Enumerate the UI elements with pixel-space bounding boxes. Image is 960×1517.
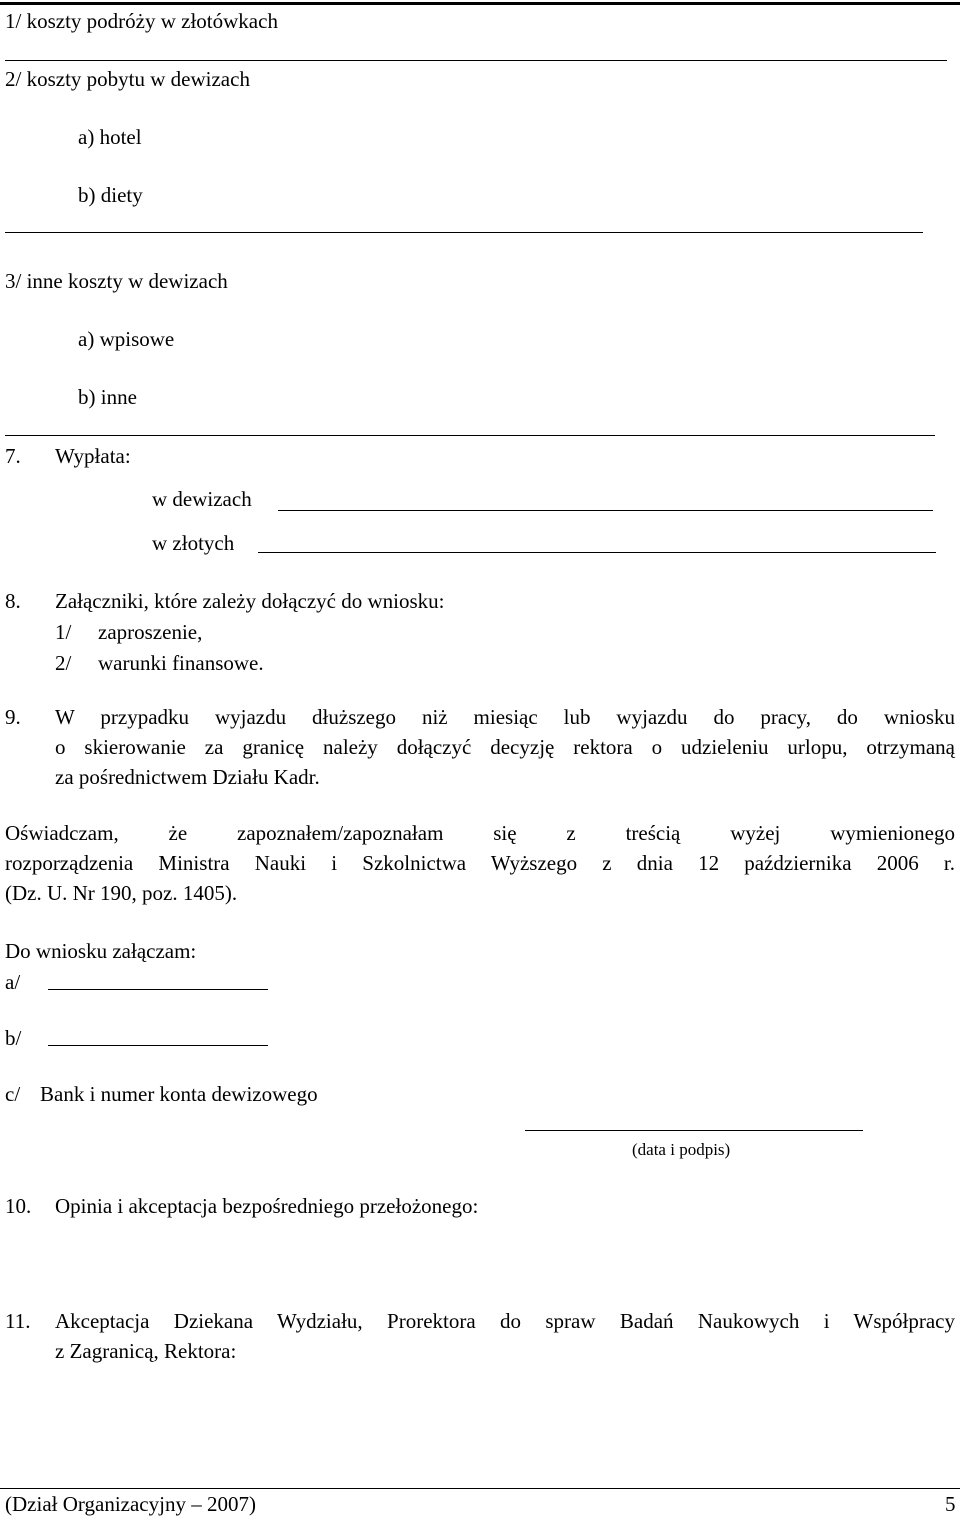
page-number: 5 bbox=[945, 1492, 956, 1516]
payout-number: 7. bbox=[5, 444, 21, 468]
point9-number: 9. bbox=[5, 705, 21, 729]
attachment-2-number: 2/ bbox=[55, 651, 72, 675]
enclosure-c-label: c/ bbox=[5, 1082, 21, 1106]
attachments-number: 8. bbox=[5, 589, 21, 613]
enclosure-b-label: b/ bbox=[5, 1026, 22, 1050]
fill-line-travel bbox=[5, 60, 947, 61]
diets-label: b) diety bbox=[78, 183, 143, 207]
fill-line-other bbox=[5, 435, 935, 436]
point11-line2: z Zagranicą, Rektora: bbox=[55, 1339, 237, 1363]
fill-line-stay bbox=[5, 232, 923, 233]
attachment-1-text: zaproszenie, bbox=[98, 620, 203, 644]
signature-field[interactable] bbox=[525, 1130, 863, 1131]
point11-number: 11. bbox=[5, 1309, 31, 1333]
other-b-label: b) inne bbox=[78, 385, 137, 409]
travel-costs-label: 1/ koszty podróży w złotówkach bbox=[5, 9, 278, 33]
payout-pln-field[interactable] bbox=[258, 552, 936, 553]
point9-line2: o skierowanie za granicę należy dołączyć decyzję rektora o udzieleniu urlopu, otrzymaną bbox=[55, 735, 955, 759]
enclosure-c-text: Bank i numer konta dewizowego bbox=[40, 1082, 318, 1106]
attachment-1-number: 1/ bbox=[55, 620, 72, 644]
payout-foreign-field[interactable] bbox=[278, 510, 933, 511]
stay-costs-label: 2/ koszty pobytu w dewizach bbox=[5, 67, 250, 91]
hotel-label: a) hotel bbox=[78, 125, 142, 149]
point9-line1: W przypadku wyjazdu dłuższego niż miesiąc lub wyjazdu do pracy, do wniosku bbox=[55, 705, 955, 729]
enclosure-a-label: a/ bbox=[5, 970, 21, 994]
enclosure-b-field[interactable] bbox=[48, 1045, 268, 1046]
footer-divider bbox=[0, 1488, 960, 1489]
fee-label: a) wpisowe bbox=[78, 327, 175, 351]
signature-label: (data i podpis) bbox=[632, 1140, 731, 1159]
declaration-line2: rozporządzenia Ministra Nauki i Szkolnictwa Wyższego z dnia 12 października 2006 r. bbox=[5, 851, 955, 875]
declaration-line3: (Dz. U. Nr 190, poz. 1405). bbox=[5, 881, 238, 905]
payout-pln-label: w złotych bbox=[152, 531, 235, 555]
point10-number: 10. bbox=[5, 1194, 32, 1218]
enclosures-title: Do wniosku załączam: bbox=[5, 939, 197, 963]
point11-line1: Akceptacja Dziekana Wydziału, Prorektora do spraw Badań Naukowych i Współpracy bbox=[55, 1309, 955, 1333]
enclosure-a-field[interactable] bbox=[48, 989, 268, 990]
payout-foreign-label: w dewizach bbox=[152, 487, 252, 511]
declaration-line1: Oświadczam, że zapoznałem/zapoznałam się z treścią wyżej wymienionego bbox=[5, 821, 955, 845]
point9-line3: za pośrednictwem Działu Kadr. bbox=[55, 765, 320, 789]
attachment-2-text: warunki finansowe. bbox=[98, 651, 264, 675]
attachments-title: Załączniki, które zależy dołączyć do wniosku: bbox=[55, 589, 445, 613]
top-border bbox=[0, 2, 960, 5]
payout-title: Wypłata: bbox=[55, 444, 131, 468]
footer-left: (Dział Organizacyjny – 2007) bbox=[5, 1492, 256, 1516]
other-costs-label: 3/ inne koszty w dewizach bbox=[5, 269, 228, 293]
point10-text: Opinia i akceptacja bezpośredniego przełożonego: bbox=[55, 1194, 479, 1218]
